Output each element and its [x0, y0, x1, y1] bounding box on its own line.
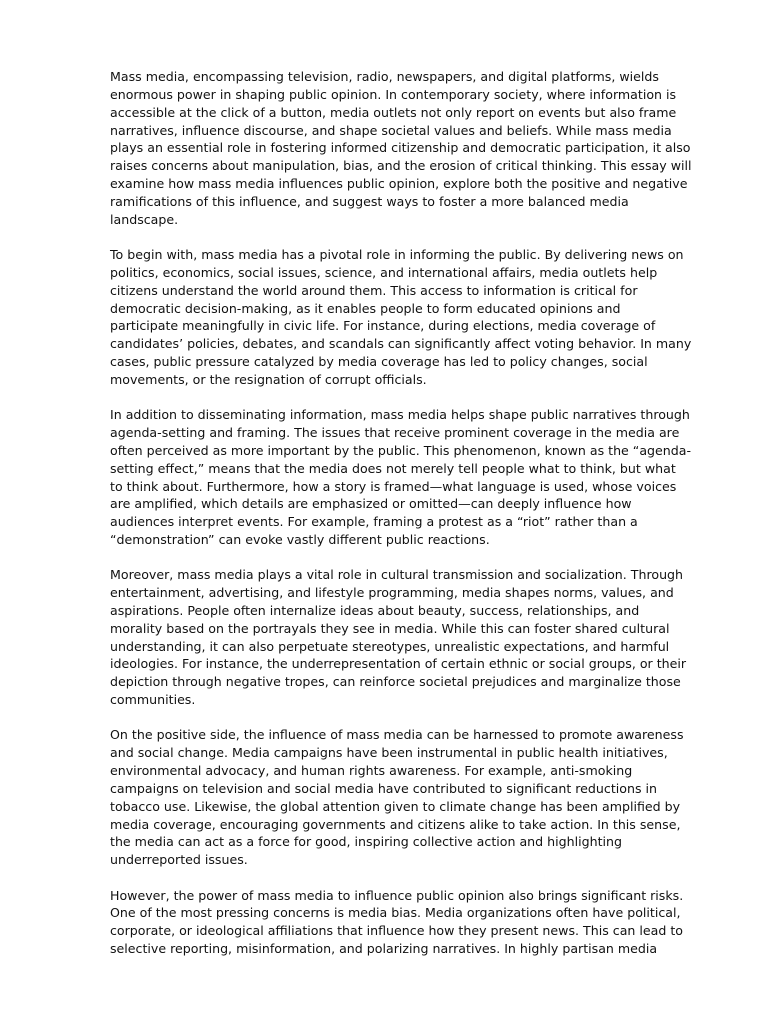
- paragraph-agenda-setting: In addition to disseminating information, mass media helps shape public narratives through agenda-setting and framing. The issues that receive prominent coverage in the media are often perceived as more important by the public. This phenomenon, known as the “agenda-setting effect,” means that the media does not merely tell people what to think, but what to think about. Furthermore, how a story is framed—what language is used, whose voices are amplified, which details are emphasized or omitted—can deeply influence how audiences interpret events. For example, framing a protest as a “riot” rather than a “demonstration” can evoke vastly different public reactions.: [110, 407, 692, 548]
- paragraph-intro: Mass media, encompassing television, radio, newspapers, and digital platforms, wields enormous power in shaping public opinion. In contemporary society, where information is accessible at the click of a button, media outlets not only report on events but also frame narratives, influence discourse, and shape societal values and beliefs. While mass media plays an essential role in fostering informed citizenship and democratic participation, it also raises concerns about manipulation, bias, and the erosion of critical thinking. This essay will examine how mass media influences public opinion, explore both the positive and negative ramifications of this influence, and suggest ways to foster a more balanced media landscape.: [110, 69, 692, 227]
- paragraph-media-bias: However, the power of mass media to influence public opinion also brings significant risks. One of the most pressing concerns is media bias. Media organizations often have political, corporate, or ideological affiliations that influence how they present news. This can lead to selective reporting, misinformation, and polarizing narratives. In highly partisan media: [110, 887, 684, 957]
- document-body: [110, 68, 692, 958]
- paragraph-positive-side: On the positive side, the influence of mass media can be harnessed to promote awareness and social change. Media campaigns have been instrumental in public health initiatives, environmental advocacy, and human rights awareness. For example, anti-smoking campaigns on television and social media have contributed to significant reductions in tobacco use. Likewise, the global attention given to climate change has been amplified by media coverage, encouraging governments and citizens alike to take action. In this sense, the media can act as a force for good, inspiring collective action and highlighting underreported issues.: [110, 727, 684, 868]
- paragraph-informing-public: To begin with, mass media has a pivotal role in informing the public. By delivering news on politics, economics, social issues, science, and international affairs, media outlets help citizens understand the world around them. This access to information is critical for democratic decision-making, as it enables people to form educated opinions and participate meaningfully in civic life. For instance, during elections, media coverage of candidates’ policies, debates, and scandals can significantly affect voting behavior. In many cases, public pressure catalyzed by media coverage has led to policy changes, social movements, or the resignation of corrupt officials.: [110, 246, 692, 387]
- paragraph-cultural-transmission: Moreover, mass media plays a vital role in cultural transmission and socialization. Through entertainment, advertising, and lifestyle programming, media shapes norms, values, and aspirations. People often internalize ideas about beauty, success, relationships, and morality based on the portrayals they see in media. While this can foster shared cultural understanding, it can also perpetuate stereotypes, unrealistic expectations, and harmful ideologies. For instance, the underrepresentation of certain ethnic or social groups, or their depiction through negative tropes, can reinforce societal prejudices and marginalize those communities.: [110, 567, 687, 708]
